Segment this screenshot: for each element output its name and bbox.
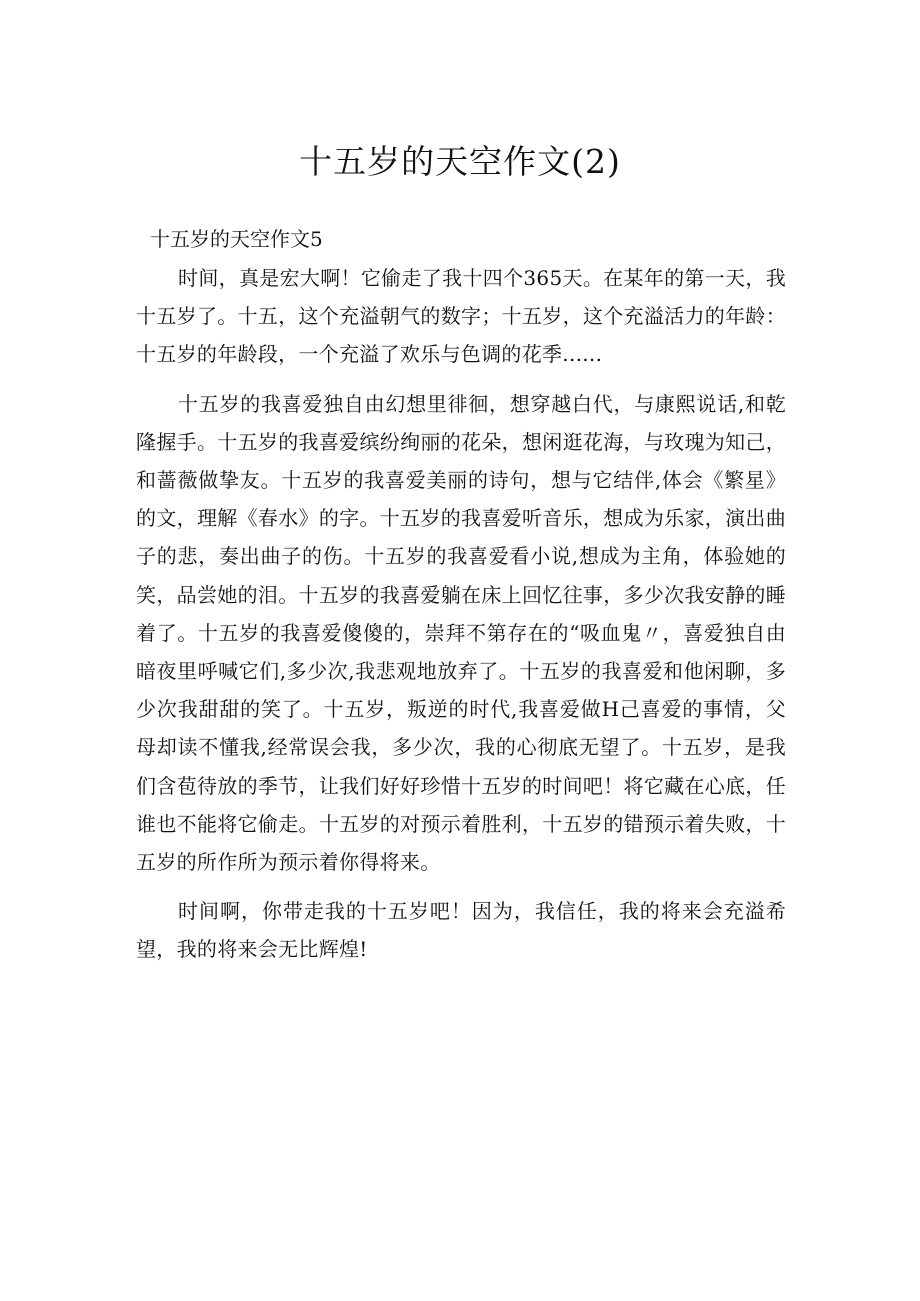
paragraph-gap xyxy=(136,881,786,892)
paragraph-gap xyxy=(136,374,786,385)
document-title: 十五岁的天空作文(2) xyxy=(299,142,621,181)
paragraph-1: 时间，真是宏大啊！它偷走了我十四个365天。在某年的第一天，我十五岁了。十五，这个充溢朝气的数字；十五岁，这个充溢活力的年龄：十五岁的年龄段，一个充溢了欢乐与色调的花季...... xyxy=(136,266,786,367)
document-body xyxy=(136,224,786,969)
paragraph-2: 十五岁的我喜爱独自由幻想里徘徊，想穿越白代，与康熙说话,和乾隆握手。十五岁的我喜爱缤纷绚丽的花朵，想闲逛花海，与玫瑰为知己，和蔷薇做挚友。十五岁的我喜爱美丽的诗句，想与它结伴,体会《繁星》的文，理解《春水》的字。十五岁的我喜爱听音乐，想成为乐家，演出曲子的悲，奏出曲子的伤。十五岁的我喜爱看小说,想成为主角，体验她的笑，品尝她的泪。十五岁的我喜爱躺在床上回忆往事，多少次我安静的睡着了。十五岁的我喜爱傻傻的，崇拜不第存在的“吸血鬼〃，喜爱独自由暗夜里呼喊它们,多少次,我悲观地放弃了。十五岁的我喜爱和他闲聊，多少次我甜甜的笑了。十五岁，叛逆的时代,我喜爱做H己喜爱的事情，父母却读不懂我,经常误会我，多少次，我的心彻底无望了。十五岁，是我们含苞待放的季节，让我们好好珍惜十五岁的时间吧！将它藏在心底，任谁也不能将它偷走。十五岁的对预示着胜利，十五岁的错预示着失败，十五岁的所作所为预示着你得将来。 xyxy=(136,391,786,875)
paragraph-3: 时间啊，你带走我的十五岁吧！因为，我信任，我的将来会充溢希望，我的将来会无比辉煌! xyxy=(136,899,786,962)
document-subtitle: 十五岁的天空作文5 xyxy=(150,227,323,251)
